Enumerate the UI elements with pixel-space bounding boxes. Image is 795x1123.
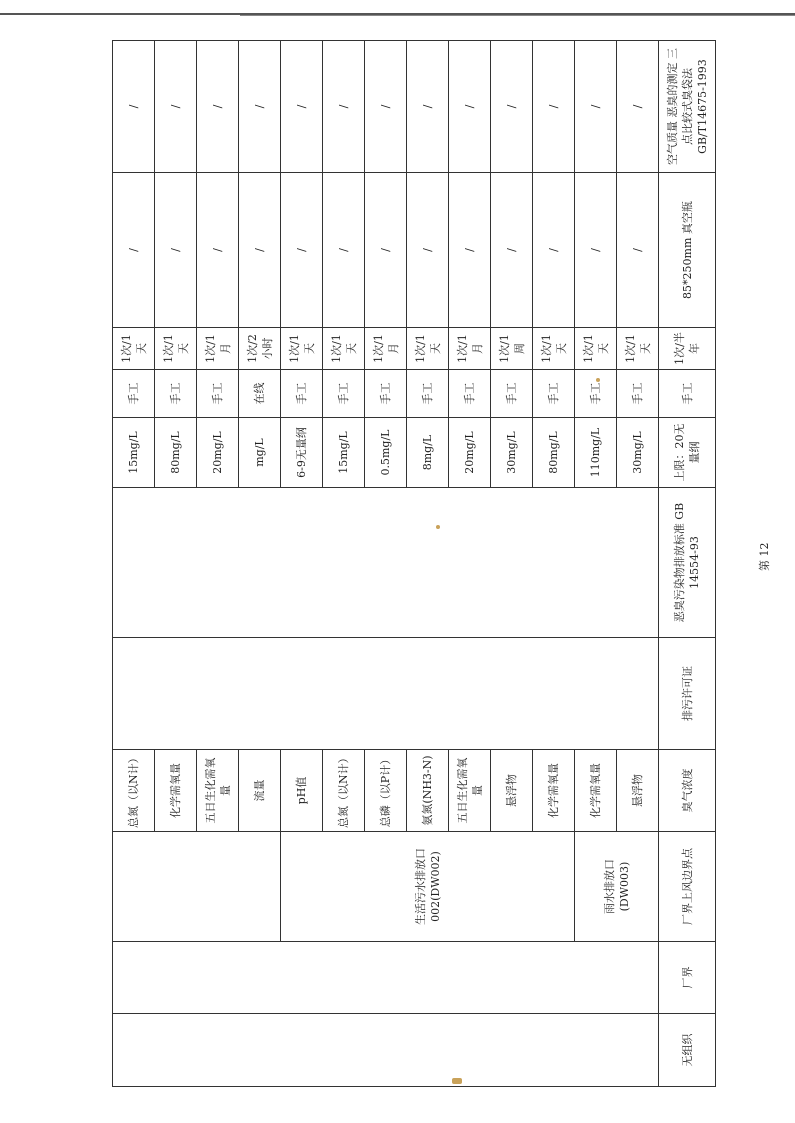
monitoring-table-rotated <box>112 41 715 1087</box>
freq-cell: 1次/半年 <box>659 328 716 370</box>
org-type-cell: 无组织 <box>659 1014 716 1087</box>
container-cell: / <box>449 173 491 328</box>
limit-cell: 110mg/L <box>575 418 617 488</box>
freq-cell: 1次/1天 <box>155 328 197 370</box>
limit-cell: 0.5mg/L <box>365 418 407 488</box>
limit-cell: 上限：20无量纲 <box>659 418 716 488</box>
container-cell: / <box>365 173 407 328</box>
analysis-method-cell: / <box>533 41 575 173</box>
limit-cell: 80mg/L <box>155 418 197 488</box>
permit-cell-empty <box>113 638 659 750</box>
outlet-upwind-cell: 厂界上风边界点 <box>659 832 716 942</box>
param-cell: 化学需氧量 <box>533 750 575 832</box>
method-cell: 手工 <box>281 370 323 418</box>
analysis-method-cell: / <box>617 41 659 173</box>
container-cell: / <box>575 173 617 328</box>
container-cell: / <box>113 173 155 328</box>
standard-cell-empty <box>113 488 659 638</box>
freq-cell: 1次/1月 <box>365 328 407 370</box>
analysis-method-cell: / <box>449 41 491 173</box>
limit-cell: 80mg/L <box>533 418 575 488</box>
freq-cell: 1次/1天 <box>113 328 155 370</box>
param-cell: 化学需氧量 <box>575 750 617 832</box>
freq-cell: 1次/1天 <box>323 328 365 370</box>
freq-cell: 1次/1天 <box>617 328 659 370</box>
limit-cell: 20mg/L <box>197 418 239 488</box>
limit-cell: 8mg/L <box>407 418 449 488</box>
container-cell: / <box>617 173 659 328</box>
method-cell: 手工 <box>323 370 365 418</box>
analysis-method-cell: / <box>239 41 281 173</box>
param-cell: 氨氮(NH3-N) <box>407 750 449 832</box>
freq-cell: 1次/1月 <box>197 328 239 370</box>
analysis-method-cell: / <box>575 41 617 173</box>
analysis-method-cell: / <box>197 41 239 173</box>
permit-cell: 排污许可证 <box>659 638 716 750</box>
limit-cell: 15mg/L <box>113 418 155 488</box>
freq-cell: 1次/1天 <box>407 328 449 370</box>
method-cell: 手工 <box>575 370 617 418</box>
param-cell: 总氮（以N计） <box>113 750 155 832</box>
method-cell: 手工 <box>113 370 155 418</box>
analysis-method-cell: / <box>365 41 407 173</box>
param-cell: 五日生化需氧量 <box>449 750 491 832</box>
method-cell: 手工 <box>197 370 239 418</box>
container-cell: / <box>281 173 323 328</box>
freq-cell: 1次/1周 <box>491 328 533 370</box>
container-cell: 85*250mm 真空瓶 <box>659 173 716 328</box>
container-cell: / <box>239 173 281 328</box>
page-number: 第 12 <box>758 542 771 571</box>
analysis-method-cell: / <box>491 41 533 173</box>
analysis-method-cell: / <box>281 41 323 173</box>
container-cell: / <box>533 173 575 328</box>
freq-cell: 1次/1月 <box>449 328 491 370</box>
container-cell: / <box>197 173 239 328</box>
param-cell: 总磷（以P计） <box>365 750 407 832</box>
method-cell: 手工 <box>491 370 533 418</box>
scan-speck <box>452 1078 462 1084</box>
param-cell: 流量 <box>239 750 281 832</box>
analysis-method-cell: / <box>155 41 197 173</box>
container-cell: / <box>407 173 449 328</box>
freq-cell: 1次/1天 <box>533 328 575 370</box>
outlet-cell-domestic: 生活污水排放口002(DW002) <box>281 832 575 942</box>
method-cell: 在线 <box>239 370 281 418</box>
param-cell: 臭气浓度 <box>659 750 716 832</box>
method-cell: 手工 <box>449 370 491 418</box>
org-cell-empty <box>113 1014 659 1087</box>
param-cell: 悬浮物 <box>491 750 533 832</box>
analysis-method-cell: / <box>407 41 449 173</box>
outlet-cell-rain: 雨水排放口(DW003) <box>575 832 659 942</box>
method-cell: 手工 <box>365 370 407 418</box>
method-cell: 手工 <box>617 370 659 418</box>
scan-speck <box>436 525 440 529</box>
analysis-method-cell: / <box>323 41 365 173</box>
analysis-method-cell: 空气质量 恶臭的测定 三点比较式臭袋法 GB/T14675-1993 <box>659 41 716 173</box>
top-border-line-2 <box>240 15 795 16</box>
limit-cell: 20mg/L <box>449 418 491 488</box>
outlet-cell-empty-1 <box>113 832 281 942</box>
param-cell: 悬浮物 <box>617 750 659 832</box>
site-cell-empty <box>113 942 659 1014</box>
monitoring-table <box>112 40 716 1087</box>
limit-cell: 30mg/L <box>491 418 533 488</box>
container-cell: / <box>155 173 197 328</box>
freq-cell: 1次/2小时 <box>239 328 281 370</box>
container-cell: / <box>491 173 533 328</box>
method-cell: 手工 <box>533 370 575 418</box>
param-cell: 总氮（以N计） <box>323 750 365 832</box>
method-cell: 手工 <box>407 370 449 418</box>
standard-cell: 恶臭污染物排放标准 GB 14554-93 <box>659 488 716 638</box>
analysis-method-cell: / <box>113 41 155 173</box>
limit-cell: 30mg/L <box>617 418 659 488</box>
limit-cell: 6-9无量纲 <box>281 418 323 488</box>
container-cell: / <box>323 173 365 328</box>
method-cell: 手工 <box>659 370 716 418</box>
param-cell: 化学需氧量 <box>155 750 197 832</box>
param-cell: pH值 <box>281 750 323 832</box>
method-cell: 手工 <box>155 370 197 418</box>
freq-cell: 1次/1天 <box>281 328 323 370</box>
site-cell: 厂界 <box>659 942 716 1014</box>
scan-speck <box>596 378 600 382</box>
freq-cell: 1次/1天 <box>575 328 617 370</box>
limit-cell: mg/L <box>239 418 281 488</box>
limit-cell: 15mg/L <box>323 418 365 488</box>
param-cell: 五日生化需氧量 <box>197 750 239 832</box>
